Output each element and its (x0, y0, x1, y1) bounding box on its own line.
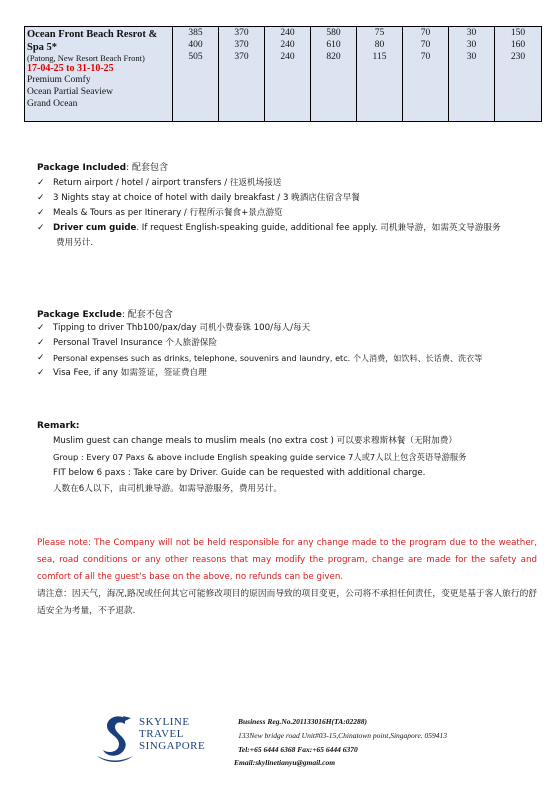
check-icon: ✓ (37, 368, 45, 378)
rate-value: 70 (420, 28, 431, 38)
remark-section (37, 421, 542, 497)
rate-column (219, 27, 265, 122)
rate-value: 30 (466, 28, 477, 38)
remark-line: Muslim guest can change meals to muslim meals (no extra cost ) 可以要求穆斯林餐（无附加费） (53, 436, 457, 446)
remark-line: 人数在6人以下，由司机兼导游。如需导游服务，费用另计。 (53, 484, 282, 494)
rate-value: 70 (420, 52, 431, 62)
remark-line: FIT below 6 paxs : Take care by Driver. Guide can be requested with additional charge. (53, 468, 426, 478)
company-email: Email:skylinetianyu@gmail.com (234, 758, 336, 767)
hotel-name-line1: Ocean Front Beach Resrot & (27, 29, 158, 40)
check-icon: ✓ (37, 223, 45, 233)
rate-value: 70 (420, 40, 431, 50)
exclude-title: Package Exclude (37, 310, 122, 320)
company-logo (95, 712, 225, 772)
list-item-continuation (37, 236, 537, 251)
included-title: Package Included (37, 163, 127, 173)
list-item (37, 336, 547, 351)
room-name: Ocean Partial Seaview (27, 87, 113, 97)
rate-column (495, 27, 542, 122)
check-icon: ✓ (37, 193, 45, 203)
item-text: . If request English-speaking guide, additional fee apply. 司机兼导游，如需英文导游服务 (136, 223, 501, 233)
check-icon: ✓ (37, 353, 45, 363)
rate-value: 580 (326, 28, 341, 38)
hotel-name-line2: Spa 5* (27, 42, 58, 53)
remark-title: Remark: (37, 421, 80, 431)
list-item (37, 351, 547, 366)
check-icon: ✓ (37, 208, 45, 218)
rate-value: 75 (374, 28, 385, 38)
rate-value: 150 (510, 28, 526, 38)
hotel-cell (25, 27, 173, 122)
included-list (37, 176, 537, 251)
check-icon: ✓ (37, 178, 45, 188)
rate-column (357, 27, 403, 122)
rate-value: 240 (280, 40, 295, 50)
company-phone: Tel:+65 6444 6368 Fax:+65 6444 6370 (238, 745, 358, 754)
company-address: 133New bridge road Unit#03-15,Chinatown point,Singapore. 059413 (238, 731, 448, 740)
rate-value: 505 (188, 52, 203, 62)
list-item (37, 176, 537, 191)
remark-line: Group : Every 07 Paxs & above include English speaking guide service 7人或7人以上包含英语导游服务 (53, 452, 467, 462)
package-exclude-section (37, 307, 547, 381)
rate-value: 160 (510, 40, 526, 50)
room-name: Grand Ocean (27, 99, 78, 109)
notice-english: Please note: The Company will not be held responsible for any change made to the program due to the weather, sea, road conditions or any other reasons that may modify the program, change are made for the safety and comfort of all the guest’s base on the above, no refunds can be given. (37, 538, 537, 582)
section-title (37, 307, 547, 320)
logo-line: SINGAPORE (139, 740, 206, 752)
section-title (37, 160, 537, 173)
logo-line: TRAVEL (139, 728, 184, 740)
rate-column (449, 27, 495, 122)
rate-value: 30 (466, 52, 477, 62)
hotel-dates: 17-04-25 to 31-10-25 (27, 63, 114, 74)
rate-value: 370 (234, 28, 249, 38)
list-item (37, 366, 547, 381)
included-title-cn: : 配套包含 (126, 163, 168, 173)
item-text: Personal Travel Insurance 个人旅游保险 (53, 338, 217, 348)
rate-column (265, 27, 311, 122)
item-text: 费用另计. (56, 238, 94, 248)
rate-value: 610 (326, 40, 341, 50)
item-text: Tipping to driver Thb100/pax/day 司机小费泰铢 100/每人/每天 (53, 323, 311, 333)
rate-value: 230 (510, 52, 526, 62)
package-included-section (37, 160, 537, 251)
rate-value: 370 (234, 52, 249, 62)
notice-chinese: 请注意：因天气，海况,路况或任何其它可能修改项目的原因而导致的项目变更，公司将不承担任何责任，变更是基于客人旅行的舒适安全为考量，不予退款. (37, 589, 537, 616)
list-item (37, 191, 537, 206)
check-icon: ✓ (37, 338, 45, 348)
rate-value: 115 (372, 52, 387, 62)
notice-section (37, 535, 537, 620)
rate-value: 400 (188, 40, 203, 50)
item-text: Return airport / hotel / airport transfers / 往返机场接送 (53, 178, 282, 188)
room-name: Premium Comfy (27, 75, 91, 85)
rate-value: 240 (280, 52, 295, 62)
rate-column (311, 27, 357, 122)
check-icon: ✓ (37, 323, 45, 333)
rate-table (24, 26, 542, 122)
item-bold: Driver cum guide (53, 223, 137, 233)
exclude-title-cn: : 配套不包含 (121, 310, 173, 320)
item-text: Meals & Tours as per Itinerary / 行程所示餐食+景点游览 (53, 208, 283, 218)
company-details (234, 715, 538, 769)
rate-value: 370 (234, 40, 249, 50)
exclude-list (37, 321, 547, 381)
list-item (37, 206, 537, 221)
rate-value: 385 (188, 28, 203, 38)
item-text: 3 Nights stay at choice of hotel with daily breakfast / 3 晚酒店住宿含早餐 (53, 193, 360, 203)
list-item (37, 321, 547, 336)
rate-value: 80 (374, 40, 385, 50)
logo-line: SKYLINE (139, 716, 190, 728)
swan-logo-icon (95, 712, 135, 768)
hotel-location: (Patong, New Resort Beach Front) (27, 53, 145, 63)
rate-value: 240 (280, 28, 295, 38)
rate-value: 30 (466, 40, 477, 50)
rate-column (173, 27, 219, 122)
item-text: Personal expenses such as drinks, telephone, souvenirs and laundry, etc. 个人消费，如饮料、长话费、洗衣等 (53, 353, 483, 363)
list-item (37, 221, 537, 236)
business-reg: Business Reg.No.201133016H(TA:02288) (238, 717, 367, 726)
rate-column (403, 27, 449, 122)
rate-value: 820 (326, 52, 341, 62)
item-text: Visa Fee, if any 如需签证，签证费自理 (53, 368, 207, 378)
